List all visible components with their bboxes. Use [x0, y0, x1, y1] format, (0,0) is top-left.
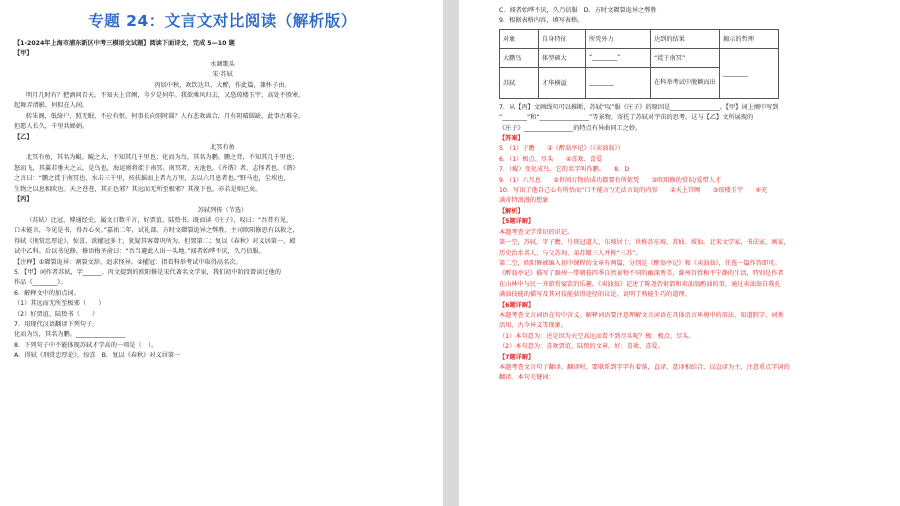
- right-page: [459, 0, 900, 506]
- detail-line: 本题考查文言句子翻译。翻译时，要联系到字字有着落，直译、意译相结合，以直译为主，注意重点字词的: [499, 363, 790, 371]
- answer-line: 满奇特浪漫的想象: [499, 197, 549, 205]
- detail-5-heading: 【5题详解】: [499, 218, 535, 226]
- bing-line: 试中乙科。后以书见修，修语梅圣俞曰：“吾当避此人出一头地。”闻者始哗不厌，久乃信服。: [14, 248, 265, 256]
- answer-line: 5．（1）子瞻 ②《醉翁亭记》（《卖油翁》）: [499, 145, 624, 153]
- table-row: [500, 48, 779, 67]
- answer-line: 6．（1）极点、尽头 ②喜欢、喜爱: [499, 155, 603, 163]
- question-10-line: “________”和“________________”等景物，寄托了苏轼对宇宙的思考。这与【乙】文所展现的: [499, 114, 754, 122]
- table-header: 达到的结果: [651, 29, 720, 48]
- question-8: 8．下列句子中不能体现苏轼才学高的一项是（ ）。: [14, 341, 158, 349]
- question-9: 9．根据表格内容，填写表格。: [499, 17, 584, 25]
- poem-line: 起舞弄清影，何似在人间。: [14, 102, 89, 110]
- table-cell[interactable]: ________: [586, 67, 651, 98]
- detail-line: 在山林中与民一齐游赏宴饮的乐趣。《卖油翁》记述了陈尧咨射箭和卖油翁酌油的事，通过卖油翁自我孔: [499, 280, 781, 288]
- bing-line: （苏轼）比冠，博通经史，属文日数千言，好贾谊、陆贽书。既而读《庄子》，叹曰：“吾昔有见，: [26, 216, 293, 224]
- answer-heading: 【答案】: [499, 135, 524, 143]
- table-header-row: [500, 29, 779, 48]
- question-10-line: 7．从【丙】文画线句可以推断，苏轼“叹”服《庄子》的原因是________________。【甲】词上阕中写到: [499, 103, 779, 111]
- bing-line: 得轼《刑赏忠厚论》，惊喜，欲擢冠多士，犹疑其客曾巩所为，但置第二；复以《春秋》对义居第一，殿: [14, 237, 296, 245]
- poem-line: 但愿人长久，千里共婵娟。: [14, 123, 89, 131]
- poem-line: 明月几时有？把酒问青天。不知天上宫阙，今夕是何年。我欲乘风归去，又恐琼楼玉宇，高处不胜寒。: [26, 92, 305, 100]
- table-header: 所凭外力: [586, 29, 651, 48]
- table-cell: 体型硕大: [539, 48, 586, 67]
- detail-line: 满油技能的描写及其对技能获得途径的议论，说明了熟能生巧的道理。: [499, 291, 691, 299]
- question-7-item: 化而为鸟，其名为鹏。________________: [14, 331, 126, 339]
- detail-6-heading: 【6题详解】: [499, 301, 535, 309]
- detail-line: 历史治水名人，与父苏洵、弟苏辙三人并称“三苏”。: [499, 249, 642, 257]
- detail-line: 本题考查文言词语在句中含义。解释词语要注意理解文言词语在具体语言环境中的用法，知道假字、词类: [499, 311, 784, 319]
- question-6-item: （1）其远而无所至极邪（ ）: [14, 300, 105, 308]
- detail-line: （2）本句意为：喜欢贾谊、陆贽的文章。好：喜欢、喜爱。: [499, 343, 664, 351]
- question-10-line: 《庄子》________________的特点有异曲同工之妙。: [499, 124, 642, 132]
- question-6-item: （2）好贾谊、陆贽书（ ）: [14, 310, 99, 318]
- table-cell: 才华横溢: [539, 67, 586, 98]
- option-line: C．闻者始哗不厌，久乃信服 D．方时文磔裂诡异之弊胜: [499, 7, 657, 14]
- table-cell: 苏轼: [500, 67, 539, 98]
- table-header: 自身特征: [539, 29, 586, 48]
- yi-title: 北冥有鱼: [210, 144, 235, 152]
- table-cell: 在科举考试中脱颖而出: [651, 67, 720, 98]
- yi-line: 之言曰：“鹏之徙于南冥也，水击三千里，抟扶摇而上者九万里，去以六月息者也。”野马也，尘埃也，: [14, 175, 290, 183]
- detail-line: 第二空，欧阳修被编入初中课程的文章有两篇，分别是《醉翁亭记》和《卖油翁》，任选一篇作答即可。: [499, 259, 781, 267]
- detail-line: 活用、古今异义等现象。: [499, 322, 568, 330]
- answer-line: 9．（1）六月息 ②世间万物的成功都要有所依凭 ③欧阳修的赏识/爱惜人才: [499, 176, 722, 184]
- table-header: 对象: [500, 29, 539, 48]
- yi-line: 怒而飞，其翼若垂天之云。是鸟也，海运则将徙于南冥。南冥者，天池也。《齐谐》者，志怪者也。《谐》: [14, 164, 299, 172]
- section-yi: 【乙】: [14, 133, 33, 141]
- poem-title: 水调歌头: [210, 60, 235, 68]
- section-bing: 【丙】: [14, 196, 33, 204]
- question-5: 5．【甲】词作者苏轼，字______。丙文提到的欧阳修是宋代著名文学家，我们初中阶段曾读过他的: [14, 268, 281, 276]
- notes: 【注释】①磔裂诡异：割裂文辞，追求怪异。②擢冠：指看科举考试中取得高名次。: [14, 258, 242, 266]
- section-jia: 【甲】: [14, 50, 33, 58]
- poem-author: 宋·苏轼: [212, 71, 233, 79]
- detail-line: 第一空，苏轼，字子瞻，号铁冠道人、东坡居士，世称苏东坡、苏仙、坡仙。北宋文学家，书法家，画家，: [499, 239, 790, 247]
- yi-line: 北冥有鱼，其名为鲲。鲲之大，不知其几千里也；化而为鸟，其名为鹏。鹏之背，不知其几千里也；: [26, 154, 299, 162]
- answer-table: [499, 29, 779, 99]
- table-header: 揭示的哲理: [720, 29, 779, 48]
- question-7: 7．用现代汉语翻译下列句子。: [14, 320, 99, 328]
- poem-line: 转朱阁，低绮户，照无眠。不应有恨，何事长向别时圆？人有悲欢离合，月有阴晴圆缺，此事古难全。: [26, 112, 305, 120]
- table-cell: “徙于南冥”: [651, 48, 720, 67]
- left-page: [0, 0, 443, 506]
- yi-line: 生物之以息相吹也。天之苍苍，其正色邪？其远而无所至极邪？其视下也，亦若是则已矣。: [14, 185, 262, 193]
- question-6: 6．解释文中的加点词。: [14, 289, 80, 297]
- detail-line: 《醉翁亭记》描写了滁州一带朝暮四季自然景物不同的幽深秀美，滁州百姓和平宁静的生活，特别是作者: [499, 270, 784, 278]
- analysis-heading: 【解析】: [499, 207, 524, 215]
- page-gap: [443, 0, 459, 506]
- poem-preface: 丙辰中秋，欢饮达旦，大醉，作此篇，兼怀子由。: [154, 81, 291, 89]
- doc-title: 专题 24：文言文对比阅读（解析版）: [88, 12, 357, 30]
- detail-line: 翻译。本句关键词：: [499, 374, 555, 382]
- bing-title: 苏轼列传（节选）: [197, 206, 248, 214]
- bing-line: 口未能言，今见是书，得吾心矣。”嘉祐二年，试礼部。方时文磔裂诡异之弊胜，主司欧阳修思有以救之，: [14, 227, 299, 235]
- table-cell: 大鹏鸟: [500, 48, 539, 67]
- source-line: 【1-2024年上海市浦东新区中考三模语文试题】阅读下面诗文，完成 5—10 题: [14, 40, 235, 47]
- detail-line: （1）本句意为：还是因为天空高远而看不到尽头呢？极：极点、尽头。: [499, 332, 695, 340]
- detail-line: 本题考查文学常识的识记。: [499, 228, 574, 236]
- question-5-cont: 作品《________》。: [14, 279, 67, 287]
- question-8-options: A．得轼《刑赏忠厚论》，惊喜 B．复以《春秋》对义居第一: [14, 352, 181, 360]
- answer-line: 7．（鲲）变化成鸟，它的名字叫作鹏。 8．D: [499, 166, 630, 174]
- table-cell[interactable]: ________: [720, 48, 779, 98]
- detail-7-heading: 【7题详解】: [499, 353, 535, 361]
- answer-line: 10．写出了他自己心有所悟而“口不能言”/无法言说的内容 ②天上宫阙 ③琼楼玉宇 ④充: [499, 187, 768, 195]
- table-cell[interactable]: “________”: [586, 48, 651, 67]
